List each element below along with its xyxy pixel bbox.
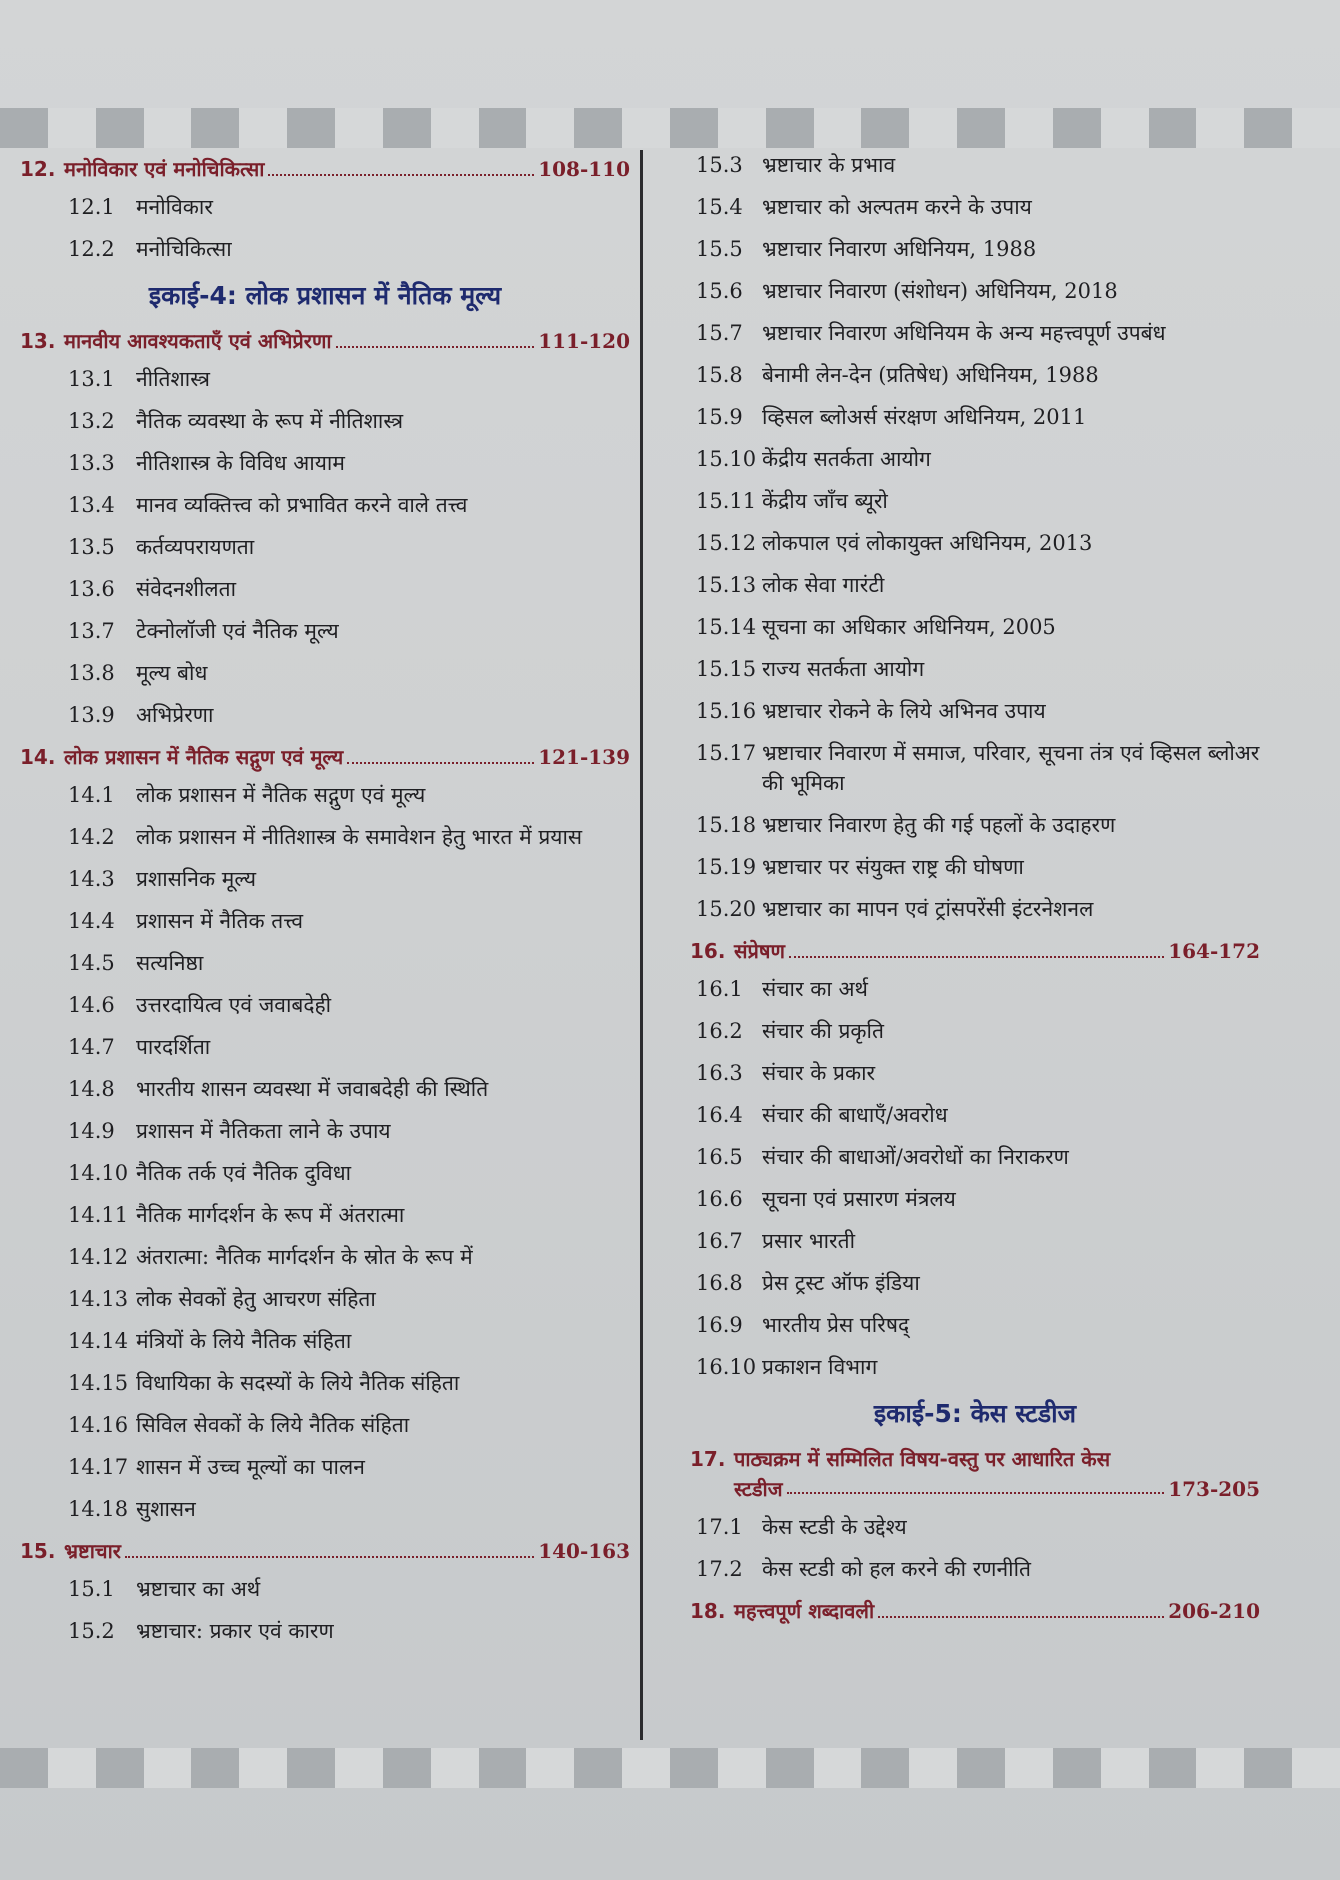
toc-item	[20, 822, 630, 852]
dot-leader	[268, 156, 534, 176]
item-number: 14.16	[68, 1413, 129, 1437]
toc-item	[20, 1326, 630, 1356]
item-title: भ्रष्टाचार निवारण अधिनियम के अन्य महत्त्वपूर्ण उपबंध	[762, 321, 1166, 345]
toc-item	[690, 360, 1260, 390]
toc-item	[20, 1452, 630, 1482]
item-number: 15.6	[696, 279, 743, 303]
item-title: सिविल सेवकों के लिये नैतिक संहिता	[136, 1413, 410, 1437]
item-title: मूल्य बोध	[136, 661, 208, 685]
toc-item	[690, 654, 1260, 684]
toc-item	[20, 1494, 630, 1524]
item-title: मनोचिकित्सा	[136, 237, 232, 261]
chapter-number: 12.	[20, 157, 56, 181]
toc-item	[690, 1554, 1260, 1584]
item-title: भारतीय प्रेस परिषद्	[762, 1313, 910, 1337]
toc-item	[20, 864, 630, 894]
item-number: 14.6	[68, 993, 115, 1017]
item-title: संचार की बाधाएँ/अवरोध	[762, 1103, 948, 1127]
toc-item	[690, 150, 1260, 180]
item-number: 14.14	[68, 1329, 129, 1353]
toc-item	[690, 1100, 1260, 1130]
item-number: 17.2	[696, 1557, 743, 1581]
item-number: 15.12	[696, 531, 757, 555]
toc-item	[690, 1184, 1260, 1214]
item-number: 15.9	[696, 405, 743, 429]
item-number: 16.3	[696, 1061, 743, 1085]
toc-item	[690, 894, 1260, 924]
dot-leader	[336, 328, 535, 348]
item-title: अभिप्रेरणा	[136, 703, 214, 727]
item-number: 15.10	[696, 447, 757, 471]
item-title: लोक सेवकों हेतु आचरण संहिता	[136, 1287, 376, 1311]
toc-item	[20, 574, 630, 604]
item-title: विधायिका के सदस्यों के लिये नैतिक संहिता	[136, 1371, 460, 1395]
toc-item	[20, 1074, 630, 1104]
chapter-title: भ्रष्टाचार	[64, 1539, 121, 1563]
toc-item	[20, 1116, 630, 1146]
page-range: 164-172	[1168, 939, 1260, 963]
page-range: 173-205	[1168, 1477, 1260, 1501]
toc-item	[20, 1242, 630, 1272]
item-title: केस स्टडी को हल करने की रणनीति	[762, 1557, 1031, 1581]
item-number: 12.2	[68, 237, 115, 261]
item-title: प्रेस ट्रस्ट ऑफ इंडिया	[762, 1271, 920, 1295]
column-divider	[640, 150, 643, 1740]
item-number: 14.15	[68, 1371, 129, 1395]
toc-item	[690, 1352, 1260, 1382]
item-title: व्हिसल ब्लोअर्स संरक्षण अधिनियम, 2011	[762, 405, 1087, 429]
item-title: पारदर्शिता	[136, 1035, 211, 1059]
toc-item	[690, 1268, 1260, 1298]
item-number: 14.13	[68, 1287, 129, 1311]
chapter-number: 17.	[690, 1447, 726, 1471]
item-title: नैतिक तर्क एवं नैतिक दुविधा	[136, 1161, 352, 1185]
toc-item	[690, 276, 1260, 306]
item-title: मनोविकार	[136, 195, 213, 219]
chapter-title-line-2: स्टडीज	[734, 1477, 783, 1501]
item-number: 15.2	[68, 1619, 115, 1643]
toc-item	[20, 448, 630, 478]
item-number: 16.4	[696, 1103, 743, 1127]
item-title: भ्रष्टाचार के प्रभाव	[762, 153, 896, 177]
item-number: 16.1	[696, 977, 743, 1001]
chapter-title: महत्त्वपूर्ण शब्दावली	[734, 1599, 875, 1623]
item-number: 15.14	[696, 615, 757, 639]
toc-item	[690, 402, 1260, 432]
chapter-title: संप्रेषण	[734, 939, 785, 963]
toc-item	[20, 1410, 630, 1440]
chapter-16-entry	[690, 936, 1260, 966]
toc-item	[20, 1284, 630, 1314]
toc-item	[20, 906, 630, 936]
item-title: नीतिशास्त्र	[136, 367, 210, 391]
item-number: 16.2	[696, 1019, 743, 1043]
item-title: संचार के प्रकार	[762, 1061, 876, 1085]
page-range: 111-120	[538, 329, 630, 353]
item-number: 15.7	[696, 321, 743, 345]
item-title: भ्रष्टाचार पर संयुक्त राष्ट्र की घोषणा	[762, 855, 1024, 879]
toc-item	[20, 990, 630, 1020]
item-number: 15.16	[696, 699, 757, 723]
toc-item	[20, 616, 630, 646]
item-number: 13.1	[68, 367, 115, 391]
item-title: लोक सेवा गारंटी	[762, 573, 885, 597]
toc-item	[690, 234, 1260, 264]
item-number: 13.4	[68, 493, 115, 517]
item-number: 15.3	[696, 153, 743, 177]
item-number: 14.3	[68, 867, 115, 891]
item-number: 15.8	[696, 363, 743, 387]
page-range: 140-163	[538, 1539, 630, 1563]
item-number: 14.4	[68, 909, 115, 933]
toc-item	[690, 1142, 1260, 1172]
item-title: बेनामी लेन-देन (प्रतिषेध) अधिनियम, 1988	[762, 363, 1099, 387]
item-title: प्रसार भारती	[762, 1229, 856, 1253]
chapter-13-entry	[20, 326, 630, 356]
item-number: 15.20	[696, 897, 757, 921]
toc-item	[20, 948, 630, 978]
item-number: 15.4	[696, 195, 743, 219]
toc-item	[690, 612, 1260, 642]
chapter-15-entry	[20, 1536, 630, 1566]
item-title: नीतिशास्त्र के विविध आयाम	[136, 451, 345, 475]
toc-item	[20, 1200, 630, 1230]
item-number: 14.12	[68, 1245, 129, 1269]
item-title: मानव व्यक्तित्त्व को प्रभावित करने वाले तत्त्व	[136, 493, 468, 517]
item-title: केंद्रीय सतर्कता आयोग	[762, 447, 931, 471]
toc-item	[20, 234, 630, 264]
item-number: 16.9	[696, 1313, 743, 1337]
chapter-14-entry	[20, 742, 630, 772]
toc-item	[690, 738, 1260, 798]
right-column	[690, 150, 1260, 1634]
dot-leader	[878, 1598, 1164, 1618]
item-number: 15.19	[696, 855, 757, 879]
chapter-number: 16.	[690, 939, 726, 963]
toc-item	[20, 406, 630, 436]
toc-item	[20, 700, 630, 730]
toc-item	[690, 1512, 1260, 1542]
item-number: 14.5	[68, 951, 115, 975]
dot-leader	[125, 1538, 534, 1558]
bottom-decorative-band	[0, 1748, 1340, 1788]
item-number: 14.8	[68, 1077, 115, 1101]
item-title: केंद्रीय जाँच ब्यूरो	[762, 489, 888, 513]
item-number: 17.1	[696, 1515, 743, 1539]
item-title: संवेदनशीलता	[136, 577, 237, 601]
toc-item	[20, 490, 630, 520]
item-number: 13.2	[68, 409, 115, 433]
chapter-number: 13.	[20, 329, 56, 353]
toc-item	[20, 532, 630, 562]
item-title: सूचना का अधिकार अधिनियम, 2005	[762, 615, 1056, 639]
item-title: लोकपाल एवं लोकायुक्त अधिनियम, 2013	[762, 531, 1093, 555]
toc-item	[20, 1616, 630, 1646]
dot-leader	[789, 938, 1164, 958]
item-number: 15.5	[696, 237, 743, 261]
item-number: 14.17	[68, 1455, 129, 1479]
item-title: भ्रष्टाचार निवारण में समाज, परिवार, सूचना तंत्र एवं व्हिसल ब्लोअर की भूमिका	[762, 741, 1260, 795]
item-title: भ्रष्टाचार का अर्थ	[136, 1577, 261, 1601]
item-title: सुशासन	[136, 1497, 196, 1521]
toc-item	[20, 364, 630, 394]
item-number: 14.11	[68, 1203, 129, 1227]
item-title: टेक्नोलॉजी एवं नैतिक मूल्य	[136, 619, 339, 643]
item-number: 14.9	[68, 1119, 115, 1143]
toc-item	[690, 444, 1260, 474]
item-title: भ्रष्टाचार को अल्पतम करने के उपाय	[762, 195, 1032, 219]
item-number: 15.13	[696, 573, 757, 597]
item-number: 15.11	[696, 489, 757, 513]
toc-item	[690, 974, 1260, 1004]
chapter-number: 14.	[20, 745, 56, 769]
toc-item	[20, 192, 630, 222]
item-title: नैतिक मार्गदर्शन के रूप में अंतरात्मा	[136, 1203, 405, 1227]
item-number: 13.3	[68, 451, 115, 475]
item-title: संचार का अर्थ	[762, 977, 868, 1001]
item-number: 13.8	[68, 661, 115, 685]
chapter-title: पाठ्यक्रम में सम्मिलित विषय-वस्तु पर आधारित केस	[734, 1447, 1111, 1471]
item-title: कर्तव्यपरायणता	[136, 535, 255, 559]
item-number: 13.6	[68, 577, 115, 601]
dot-leader	[787, 1474, 1165, 1494]
chapter-number: 15.	[20, 1539, 56, 1563]
toc-item	[690, 1058, 1260, 1088]
item-number: 15.15	[696, 657, 757, 681]
chapter-title: मानवीय आवश्यकताएँ एवं अभिप्रेरणा	[64, 329, 332, 353]
toc-item	[690, 1016, 1260, 1046]
item-number: 16.5	[696, 1145, 743, 1169]
item-number: 15.1	[68, 1577, 115, 1601]
item-title: भ्रष्टाचार निवारण अधिनियम, 1988	[762, 237, 1037, 261]
item-title: प्रशासन में नैतिक तत्त्व	[136, 909, 304, 933]
toc-item	[20, 658, 630, 688]
toc-item	[690, 852, 1260, 882]
item-title: लोक प्रशासन में नीतिशास्त्र के समावेशन हेतु भारत में प्रयास	[136, 825, 583, 849]
left-column	[20, 150, 630, 1658]
item-title: भारतीय शासन व्यवस्था में जवाबदेही की स्थिति	[136, 1077, 489, 1101]
item-title: अंतरात्मा: नैतिक मार्गदर्शन के स्रोत के रूप में	[136, 1245, 473, 1269]
item-title: सूचना एवं प्रसारण मंत्रलय	[762, 1187, 956, 1211]
item-number: 16.8	[696, 1271, 743, 1295]
chapter-title-continuation	[690, 1474, 1260, 1504]
toc-item	[690, 192, 1260, 222]
item-number: 16.6	[696, 1187, 743, 1211]
toc-item	[20, 1032, 630, 1062]
item-number: 13.5	[68, 535, 115, 559]
item-title: प्रशासनिक मूल्य	[136, 867, 257, 891]
item-title: भ्रष्टाचार: प्रकार एवं कारण	[136, 1619, 334, 1643]
item-title: संचार की बाधाओं/अवरोधों का निराकरण	[762, 1145, 1069, 1169]
item-number: 13.7	[68, 619, 115, 643]
toc-item	[20, 1158, 630, 1188]
toc-item	[690, 810, 1260, 840]
item-title: केस स्टडी के उद्देश्य	[762, 1515, 907, 1539]
item-number: 12.1	[68, 195, 115, 219]
item-title: प्रकाशन विभाग	[762, 1355, 878, 1379]
chapter-17-entry	[690, 1444, 1260, 1504]
item-number: 14.18	[68, 1497, 129, 1521]
toc-item	[690, 696, 1260, 726]
item-number: 14.10	[68, 1161, 129, 1185]
item-title: राज्य सतर्कता आयोग	[762, 657, 925, 681]
toc-item	[690, 1310, 1260, 1340]
item-title: मंत्रियों के लिये नैतिक संहिता	[136, 1329, 352, 1353]
unit-4-heading: इकाई-4: लोक प्रशासन में नैतिक मूल्य	[148, 281, 502, 310]
page-range: 108-110	[538, 157, 630, 181]
item-title: सत्यनिष्ठा	[136, 951, 204, 975]
chapter-18-entry	[690, 1596, 1260, 1626]
item-title: उत्तरदायित्व एवं जवाबदेही	[136, 993, 332, 1017]
item-title: भ्रष्टाचार रोकने के लिये अभिनव उपाय	[762, 699, 1046, 723]
item-number: 13.9	[68, 703, 115, 727]
toc-item	[690, 318, 1260, 348]
item-title: शासन में उच्च मूल्यों का पालन	[136, 1455, 365, 1479]
item-title: भ्रष्टाचार का मापन एवं ट्रांसपरेंसी इंटरनेशनल	[762, 897, 1094, 921]
toc-item	[690, 570, 1260, 600]
toc-item	[690, 486, 1260, 516]
item-title: नैतिक व्यवस्था के रूप में नीतिशास्त्र	[136, 409, 404, 433]
page-range: 121-139	[538, 745, 630, 769]
item-number: 14.2	[68, 825, 115, 849]
toc-item	[20, 780, 630, 810]
top-decorative-band	[0, 108, 1340, 148]
item-title: भ्रष्टाचार निवारण (संशोधन) अधिनियम, 2018	[762, 279, 1118, 303]
dot-leader	[347, 744, 534, 764]
chapter-title: मनोविकार एवं मनोचिकित्सा	[64, 157, 265, 181]
item-number: 14.1	[68, 783, 115, 807]
unit-5-heading: इकाई-5: केस स्टडीज	[873, 1399, 1077, 1428]
item-number: 16.10	[696, 1355, 757, 1379]
item-title: भ्रष्टाचार निवारण हेतु की गई पहलों के उदाहरण	[762, 813, 1116, 837]
item-title: संचार की प्रकृति	[762, 1019, 884, 1043]
chapter-title: लोक प्रशासन में नैतिक सद्गुण एवं मूल्य	[64, 745, 344, 769]
page-range: 206-210	[1168, 1599, 1260, 1623]
item-number: 15.18	[696, 813, 757, 837]
item-number: 15.17	[696, 741, 757, 765]
item-number: 14.7	[68, 1035, 115, 1059]
chapter-number: 18.	[690, 1599, 726, 1623]
toc-item	[690, 1226, 1260, 1256]
item-number: 16.7	[696, 1229, 743, 1253]
toc-item	[20, 1368, 630, 1398]
chapter-12-entry	[20, 154, 630, 184]
toc-item	[20, 1574, 630, 1604]
item-title: लोक प्रशासन में नैतिक सद्गुण एवं मूल्य	[136, 783, 426, 807]
toc-item	[690, 528, 1260, 558]
item-title: प्रशासन में नैतिकता लाने के उपाय	[136, 1119, 391, 1143]
